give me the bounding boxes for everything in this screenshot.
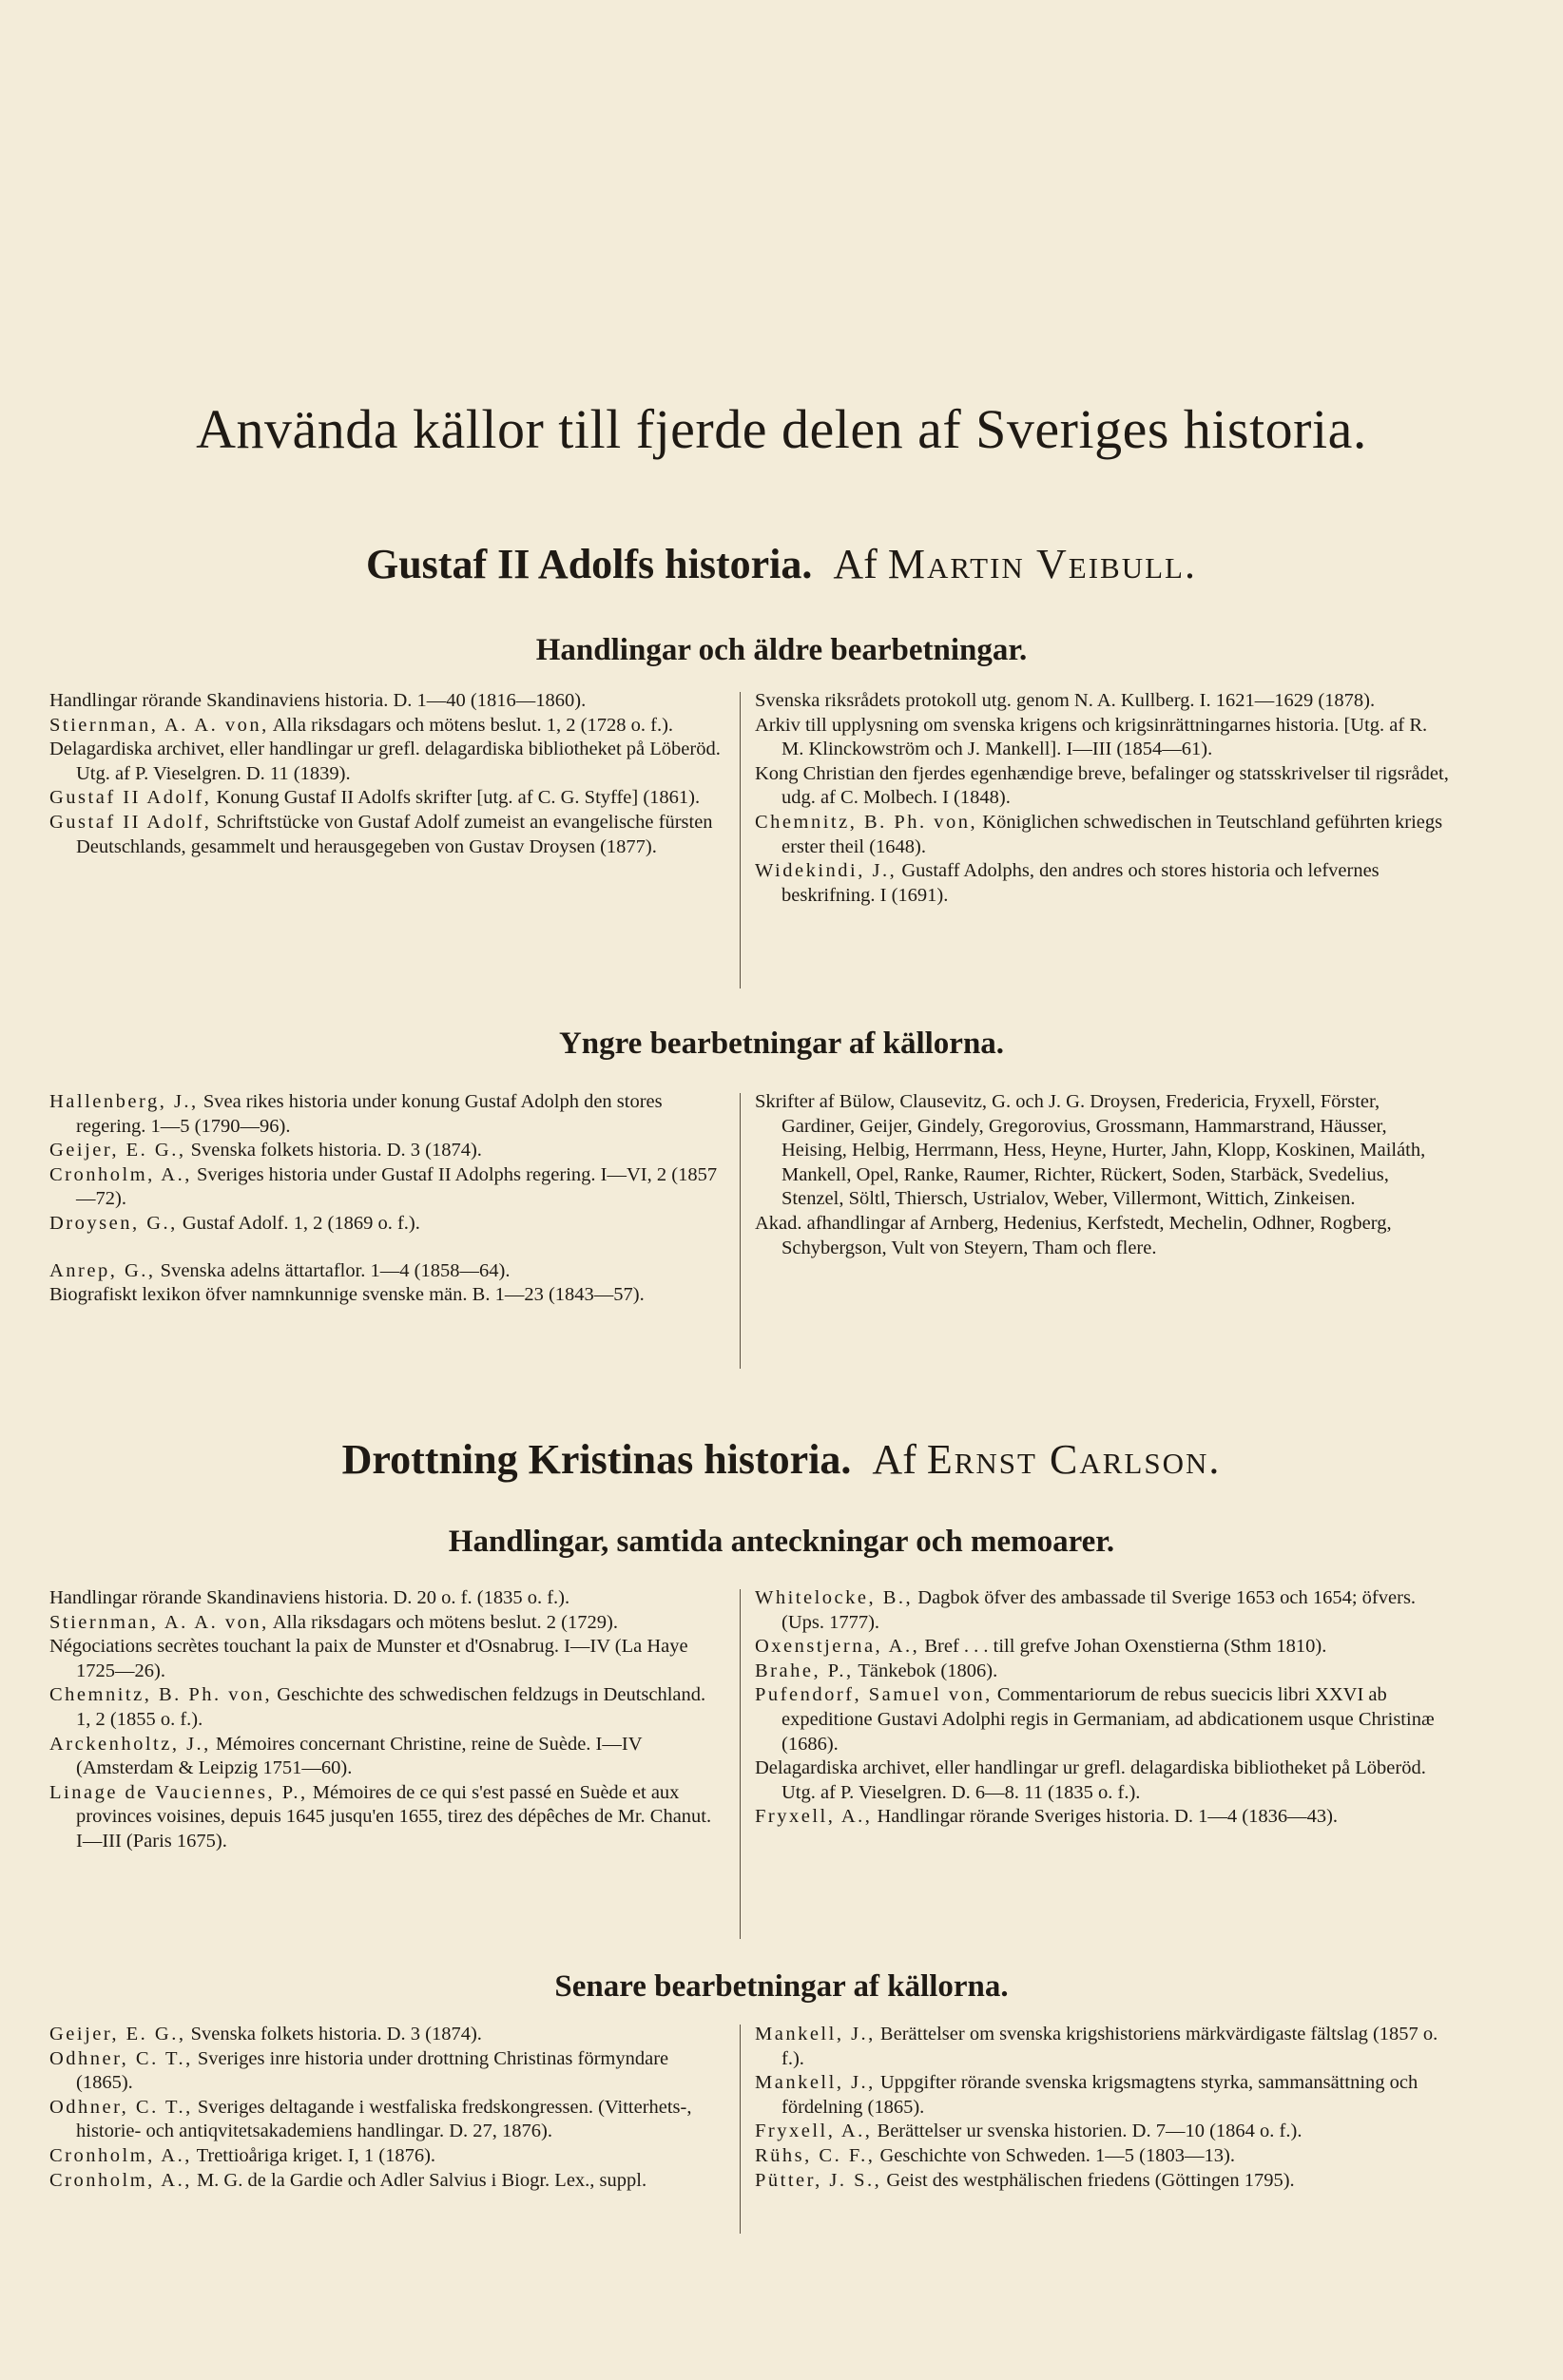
bibliography-entry xyxy=(755,2169,1449,2194)
bibliography-entry xyxy=(755,811,1449,859)
entry-text: Geschichte des schwedischen feldzugs in Deutschland. 1, 2 (1855 o. f.). xyxy=(76,1684,706,1730)
entry-text: Alla riksdagars och mötens beslut. 1, 2 (1728 o. f.). xyxy=(268,714,674,736)
entry-text: Svenska folkets historia. D. 3 (1874). xyxy=(185,1140,482,1161)
bibliography-entry xyxy=(49,1090,723,1139)
entry-text: Kong Christian den fjerdes egenhændige breve, befalinger og statsskrivelser til rigsrådet, udg. af C. Molbech. I (1848). xyxy=(755,762,1449,809)
author-name: Martin Veibull. xyxy=(887,541,1197,587)
bibliography-entry xyxy=(755,1635,1449,1660)
entry-author: Brahe, P., xyxy=(755,1660,854,1681)
bibliography-entry xyxy=(49,2169,723,2194)
entry-author: Chemnitz, B. Ph. von, xyxy=(49,1684,273,1706)
entry-text: M. G. de la Gardie och Adler Salvius i Biogr. Lex., suppl. xyxy=(191,2169,647,2191)
entry-text: Svenska folkets historia. D. 3 (1874). xyxy=(185,2024,482,2044)
bibliography-entry xyxy=(49,1139,723,1163)
bibliography-entry xyxy=(755,859,1449,908)
entry-text: Handlingar rörande Skandinaviens historia. D. 1—40 (1816—1860). xyxy=(49,690,587,711)
entry-text: Delagardiska archivet, eller handlingar ur grefl. delagardiska bibliotheket på Löberöd. Utg. af P. Vieselgren. D. 11 (1839). xyxy=(49,739,721,784)
bibliography-entry xyxy=(755,2071,1449,2120)
entry-text: Arkiv till upplysning om svenska krigens och krigsinrättningarnes historia. [Utg. af R. M. Klinckowström och J. Mankell]. I—III (1854—61). xyxy=(755,714,1428,760)
bibliography-entry xyxy=(755,2120,1449,2144)
entry-text: Schriftstücke von Gustaf Adolf zumeist an evangelische fürsten Deutschlands, gesammelt und herausgegeben von Gustav Droysen (1877). xyxy=(76,811,713,857)
entry-author: Stiernman, A. A. von, xyxy=(49,714,269,736)
entry-author: Cronholm, A., xyxy=(49,1163,192,1185)
entry-text: Négociations secrètes touchant la paix de Munster et d'Osnabrug. I—IV (La Haye 1725—26). xyxy=(49,1636,688,1681)
entry-text: Delagardiska archivet, eller handlingar ur grefl. delagardiska bibliotheket på Löberöd. Utg. af P. Vieselgren. D. 6—8. 11 (1835 o. f.). xyxy=(755,1757,1426,1803)
bibliography-entry xyxy=(49,1611,723,1636)
author-name: Ernst Carlson. xyxy=(926,1436,1222,1483)
entry-text: Skrifter af Bülow, Clausevitz, G. och J. G. Droysen, Fredericia, Fryxell, Förster, Gardiner, Geijer, Gindely, Gregorovius, Grossmann, Hammarstrand, Häusser, Heising, Helbig, Herrmann, Hess, Heyne, Hurter, Jahn, Klopp, Koskinen, Mailáth, Mankell, Opel, Ranke, Raumer, Richter, Rückert, Soden, Starbäck, Svedelius, Stenzel, Söltl, Thiersch, Ustrialov, Weber, Villermont, Wittich, Zinkeisen. xyxy=(755,1091,1426,1210)
bibliography-entry xyxy=(49,1635,723,1683)
bibliography-entry xyxy=(755,714,1449,762)
entry-author: Gustaf II Adolf, xyxy=(49,787,212,809)
section-title-yngre: Yngre bearbetningar af källorna. xyxy=(558,1027,1005,1061)
column-divider xyxy=(740,692,741,988)
column-right xyxy=(755,1090,1449,1260)
entry-text: Gustaf Adolf. 1, 2 (1869 o. f.). xyxy=(177,1212,420,1234)
entry-author: Pütter, J. S., xyxy=(755,2169,882,2191)
column-divider xyxy=(740,2025,741,2234)
entry-text: Handlingar rörande Skandinaviens historia. D. 20 o. f. (1835 o. f.). xyxy=(49,1587,570,1608)
section-title-handlingar: Handlingar och äldre bearbetningar. xyxy=(535,633,1028,667)
entry-author: Mankell, J., xyxy=(755,2072,876,2094)
entry-text: Alla riksdagars och mötens beslut. 2 (1729). xyxy=(268,1611,618,1633)
entry-text: Sveriges inre historia under drottning Christinas förmyndare (1865). xyxy=(76,2047,669,2094)
part-title-gustaf xyxy=(0,540,1563,588)
bibliography-entry xyxy=(49,2047,723,2096)
entry-text: Geschichte von Schweden. 1—5 (1803—13). xyxy=(875,2144,1235,2166)
bibliography-entry xyxy=(49,1259,723,1284)
entry-author: Gustaf II Adolf, xyxy=(49,811,212,833)
bibliography-entry xyxy=(755,2144,1449,2169)
column-left xyxy=(49,1090,723,1308)
entry-text: Svenska riksrådets protokoll utg. genom N. A. Kullberg. I. 1621—1629 (1878). xyxy=(755,690,1376,711)
column-divider xyxy=(740,1589,741,1939)
page-title: Använda källor till fjerde delen af Sveriges historia. xyxy=(196,398,1367,460)
bibliography-entry xyxy=(755,1756,1449,1805)
entry-text: Dagbok öfver des ambassade til Sverige 1653 och 1654; öfvers. (Ups. 1777). xyxy=(782,1587,1417,1633)
column-left xyxy=(49,2023,723,2193)
bibliography-entry xyxy=(755,1212,1449,1260)
column-left xyxy=(49,1586,723,1854)
entry-text: Gustaff Adolphs, den andres och stores historia och lefvernes beskrifning. I (1691). xyxy=(782,860,1380,906)
entry-text: Tänkebok (1806). xyxy=(853,1660,998,1681)
entry-text: Svenska adelns ättartaflor. 1—4 (1858—64). xyxy=(155,1259,511,1281)
bibliography-entry xyxy=(755,1660,1449,1684)
entry-text: Akad. afhandlingar af Arnberg, Hedenius, Kerfstedt, Mechelin, Odhner, Rogberg, Schybergson, Vult von Steyern, Tham och flere. xyxy=(755,1212,1392,1258)
entry-author: Cronholm, A., xyxy=(49,2169,192,2191)
entry-text: Mémoires concernant Christine, reine de Suède. I—IV (Amsterdam & Leipzig 1751—60). xyxy=(76,1733,643,1779)
entry-text: Bref . . . till grefve Johan Oxenstierna (Sthm 1810). xyxy=(919,1636,1327,1658)
entry-author: Hallenberg, J., xyxy=(49,1091,199,1112)
entry-text: Sveriges deltagande i westfaliska fredskongressen. (Vitterhets-, historie- och antiqvitetsakademiens handlingar. D. 27, 1876). xyxy=(76,2096,692,2142)
bibliography-entry xyxy=(49,714,723,739)
bibliography-entry xyxy=(49,1212,723,1237)
section-title-memoarer: Handlingar, samtida anteckningar och memoarer. xyxy=(448,1525,1115,1559)
entry-author: Rühs, C. F., xyxy=(755,2144,876,2166)
entry-author: Chemnitz, B. Ph. von, xyxy=(755,811,978,833)
bibliography-entry xyxy=(49,1733,723,1781)
af-word: Af xyxy=(833,541,878,587)
part-title-text: Drottning Kristinas historia. xyxy=(341,1436,852,1483)
bibliography-entry xyxy=(49,1683,723,1732)
entry-author: Geijer, E. G., xyxy=(49,2024,186,2044)
entry-author: Odhner, C. T., xyxy=(49,2096,193,2118)
column-divider xyxy=(740,1093,741,1369)
bibliography-entry xyxy=(49,786,723,811)
entry-text: Trettioåriga kriget. I, 1 (1876). xyxy=(191,2144,436,2166)
bibliography-entry xyxy=(755,1805,1449,1830)
column-left xyxy=(49,689,723,859)
entry-text: Mémoires de ce qui s'est passé en Suède et aux provinces voisines, depuis 1645 jusqu'en 1655, tirez des dépêches de Mr. Chanut. I—III (Paris 1675). xyxy=(76,1781,712,1852)
entry-text: Commentariorum de rebus suecicis libri XXVI ab expeditione Gustavi Adolphi regis in Germaniam, ad abdicationem usque Christinæ (1686). xyxy=(782,1684,1435,1755)
entry-text: Handlingar rörande Sveriges historia. D. 1—4 (1836—43). xyxy=(872,1806,1339,1828)
entry-author: Arckenholtz, J., xyxy=(49,1733,211,1755)
entry-author: Mankell, J., xyxy=(755,2024,876,2044)
entry-author: Droysen, G., xyxy=(49,1212,178,1234)
bibliography-entry xyxy=(49,689,723,714)
bibliography-entry xyxy=(49,738,723,786)
entry-author: Cronholm, A., xyxy=(49,2144,192,2166)
entry-author: Fryxell, A., xyxy=(755,1806,873,1828)
entry-author: Oxenstjerna, A., xyxy=(755,1636,920,1658)
bibliography-entry xyxy=(755,762,1449,811)
column-right xyxy=(755,2023,1449,2193)
entry-text: Biografiskt lexikon öfver namnkunnige svenske män. B. 1—23 (1843—57). xyxy=(49,1284,645,1306)
bibliography-entry xyxy=(755,2023,1449,2071)
entry-author: Stiernman, A. A. von, xyxy=(49,1611,269,1633)
entry-author: Widekindi, J., xyxy=(755,860,897,882)
bibliography-entry xyxy=(49,1163,723,1212)
entry-author: Anrep, G., xyxy=(49,1259,156,1281)
entry-text: Berättelser om svenska krigshistoriens märkvärdigaste fältslag (1857 o. f.). xyxy=(782,2024,1438,2069)
part-title-kristina xyxy=(0,1435,1563,1484)
bibliography-entry xyxy=(755,1586,1449,1635)
bibliography-entry xyxy=(49,2144,723,2169)
entry-author: Odhner, C. T., xyxy=(49,2047,193,2069)
bibliography-entry xyxy=(49,2096,723,2144)
entry-spacer xyxy=(49,1237,723,1259)
af-word: Af xyxy=(872,1436,917,1483)
bibliography-entry xyxy=(755,1683,1449,1756)
entry-author: Geijer, E. G., xyxy=(49,1140,186,1161)
entry-author: Linage de Vauciennes, P., xyxy=(49,1781,308,1803)
entry-author: Whitelocke, B., xyxy=(755,1587,914,1608)
column-right xyxy=(755,1586,1449,1830)
entry-text: Uppgifter rörande svenska krigsmagtens styrka, sammansättning och fördelning (1865). xyxy=(782,2072,1418,2118)
bibliography-entry xyxy=(49,1283,723,1308)
entry-text: Sveriges historia under Gustaf II Adolphs regering. I—VI, 2 (1857—72). xyxy=(76,1163,718,1210)
column-right xyxy=(755,689,1449,908)
entry-text: Berättelser ur svenska historien. D. 7—10 (1864 o. f.). xyxy=(872,2121,1302,2142)
bibliography-entry xyxy=(49,811,723,859)
bibliography-entry xyxy=(755,1090,1449,1212)
entry-text: Königlichen schwedischen in Teutschland geführten kriegs erster theil (1648). xyxy=(782,811,1443,857)
entry-text: Konung Gustaf II Adolfs skrifter [utg. af C. G. Styffe] (1861). xyxy=(211,787,701,809)
bibliography-entry xyxy=(755,689,1449,714)
entry-text: Geist des westphälischen friedens (Göttingen 1795). xyxy=(881,2169,1295,2191)
entry-text: Svea rikes historia under konung Gustaf Adolph den stores regering. 1—5 (1790—96). xyxy=(76,1091,663,1137)
bibliography-entry xyxy=(49,2023,723,2047)
bibliography-entry xyxy=(49,1586,723,1611)
part-title-text: Gustaf II Adolfs historia. xyxy=(365,541,813,587)
entry-author: Fryxell, A., xyxy=(755,2121,873,2142)
entry-author: Pufendorf, Samuel von, xyxy=(755,1684,993,1706)
bibliography-entry xyxy=(49,1781,723,1854)
section-title-senare: Senare bearbetningar af källorna. xyxy=(554,1969,1009,2004)
